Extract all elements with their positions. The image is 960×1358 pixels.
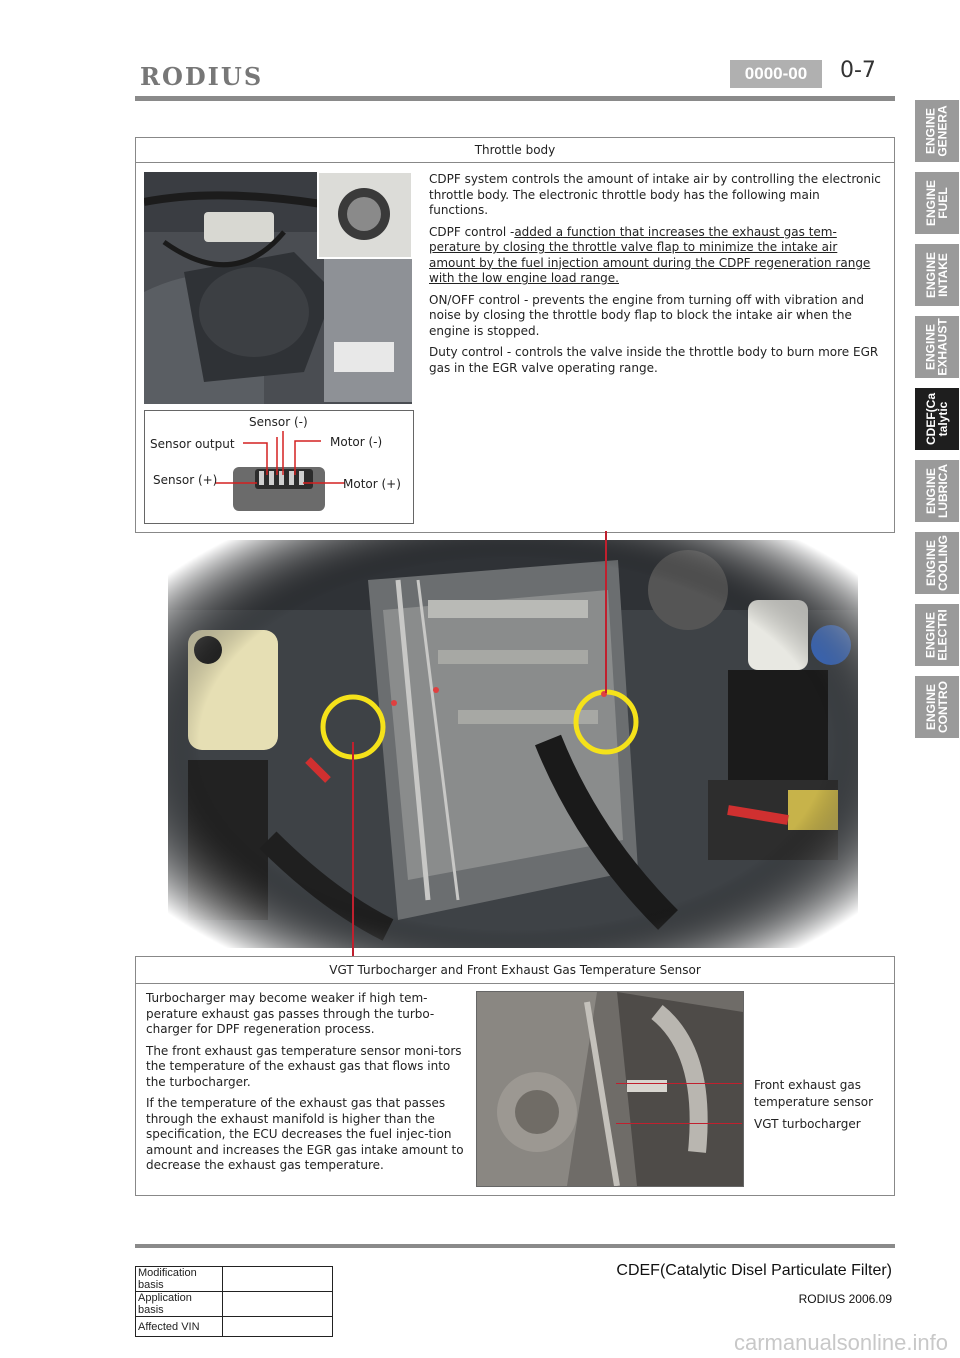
header-rule xyxy=(135,96,895,101)
side-tab-engine-fuel[interactable] xyxy=(915,172,959,234)
table-row xyxy=(136,1317,333,1337)
side-tab-label: ENGINE CONTRO xyxy=(924,681,950,733)
table-row xyxy=(136,1267,333,1292)
leader-line-turbo xyxy=(616,1123,742,1124)
vgt-para-2: The front exhaust gas temperature sensor moni-tors the temperature of the exhaust gas that flows into the turbocharger. xyxy=(146,1043,462,1089)
side-tab-label: ENGINE INTAKE xyxy=(924,251,951,299)
section-code-badge: 0000-00 xyxy=(730,60,822,88)
side-tab-label: ENGINE GENERA xyxy=(924,105,950,157)
footer-rule xyxy=(135,1244,895,1248)
throttle-para-cdpf-control xyxy=(429,225,881,287)
page-number: 0-7 xyxy=(840,58,876,83)
side-tab-cdef[interactable] xyxy=(915,388,959,450)
cdpf-control-prefix: CDPF control - xyxy=(429,224,515,239)
vgt-para-3: If the temperature of the exhaust gas that passes through the exhaust manifold is higher than the specification, the ECU decreases the fuel injec-tion amount and increases the EGR gas intake amount to decrease the exhaust gas temperature. xyxy=(146,1096,464,1172)
side-tab-engine-lubrication[interactable] xyxy=(915,460,959,522)
side-tab-label: ENGINE EXHAUST xyxy=(924,318,950,376)
side-tab-engine-exhaust[interactable] xyxy=(915,316,959,378)
label-front-exhaust-sensor: Front exhaust gas temperature sensor xyxy=(754,1078,874,1109)
throttle-body-title: Throttle body xyxy=(136,138,894,163)
table-cell-value xyxy=(223,1292,333,1317)
brand-logo: RODIUS xyxy=(140,62,264,91)
vgt-title: VGT Turbocharger and Front Exhaust Gas Temperature Sensor xyxy=(136,957,894,984)
side-tab-label: ENGINE FUEL xyxy=(924,179,951,227)
side-tab-label: CDEF(Ca talytic xyxy=(924,392,951,446)
table-cell-label: Application basis xyxy=(136,1292,223,1317)
label-sensor-minus: Sensor (-) xyxy=(249,415,308,429)
table-cell-value xyxy=(223,1267,333,1292)
side-tab-label: ENGINE ELECTRI xyxy=(924,609,950,661)
throttle-para-duty: Duty control - controls the valve inside the throttle body to burn more EGR gas in the EGR valve operating range. xyxy=(429,345,879,375)
table-cell-value xyxy=(223,1317,333,1337)
footer-model-date: RODIUS 2006.09 xyxy=(798,1292,892,1306)
vgt-section xyxy=(135,956,895,1196)
vgt-para-1: Turbocharger may become weaker if high tem-perature exhaust gas passes through the turbo-charger for DPF regeneration process. xyxy=(146,991,435,1036)
side-tab-engine-control[interactable] xyxy=(915,676,959,738)
side-tab-engine-cooling[interactable] xyxy=(915,532,959,594)
throttle-para-onoff: ON/OFF control - prevents the engine from turning off with vibration and noise by closing the throttle body flap to block the intake air when the engine is stopped. xyxy=(429,292,865,338)
table-row xyxy=(136,1292,333,1317)
label-sensor-plus: Sensor (+) xyxy=(153,473,218,487)
modification-table xyxy=(135,1266,333,1337)
engine-bay-photo xyxy=(168,540,858,948)
leader-line-vgt xyxy=(352,742,354,956)
side-tab-engine-general[interactable] xyxy=(915,100,959,162)
table-cell-label: Modification basis xyxy=(136,1267,223,1292)
label-motor-minus: Motor (-) xyxy=(330,435,383,449)
vgt-turbocharger-photo xyxy=(476,991,744,1187)
cdpf-control-text: added a function that increases the exhaust gas tem-perature by closing the throttle valve flap to minimize the intake air amount by the fuel injection amount during the CDPF regeneration range with the low engine load range. xyxy=(429,224,871,285)
side-tab-label: ENGINE LUBRICA xyxy=(924,464,950,518)
leader-line-sensor xyxy=(616,1083,742,1084)
connector-pinout-diagram xyxy=(144,410,414,524)
side-tab-label: ENGINE COOLING xyxy=(924,535,950,591)
throttle-body-section xyxy=(135,137,895,533)
throttle-body-photo xyxy=(144,172,412,404)
throttle-body-description xyxy=(429,172,881,382)
throttle-para-intro: CDPF system controls the amount of intake air by controlling the electronic throttle body. The electronic throttle body has the following main functions. xyxy=(429,172,881,217)
label-vgt-turbocharger: VGT turbocharger xyxy=(754,1117,861,1131)
label-motor-plus: Motor (+) xyxy=(343,477,401,491)
footer-section-title: CDEF(Catalytic Disel Particulate Filter) xyxy=(616,1262,892,1279)
label-sensor-output: Sensor output xyxy=(150,437,235,451)
side-tab-engine-electrical[interactable] xyxy=(915,604,959,666)
side-tab-engine-intake[interactable] xyxy=(915,244,959,306)
vgt-description xyxy=(146,991,468,1180)
table-cell-label: Affected VIN xyxy=(136,1317,223,1337)
leader-line-throttle xyxy=(605,531,607,693)
watermark: carmanualsonline.info xyxy=(733,1330,948,1355)
